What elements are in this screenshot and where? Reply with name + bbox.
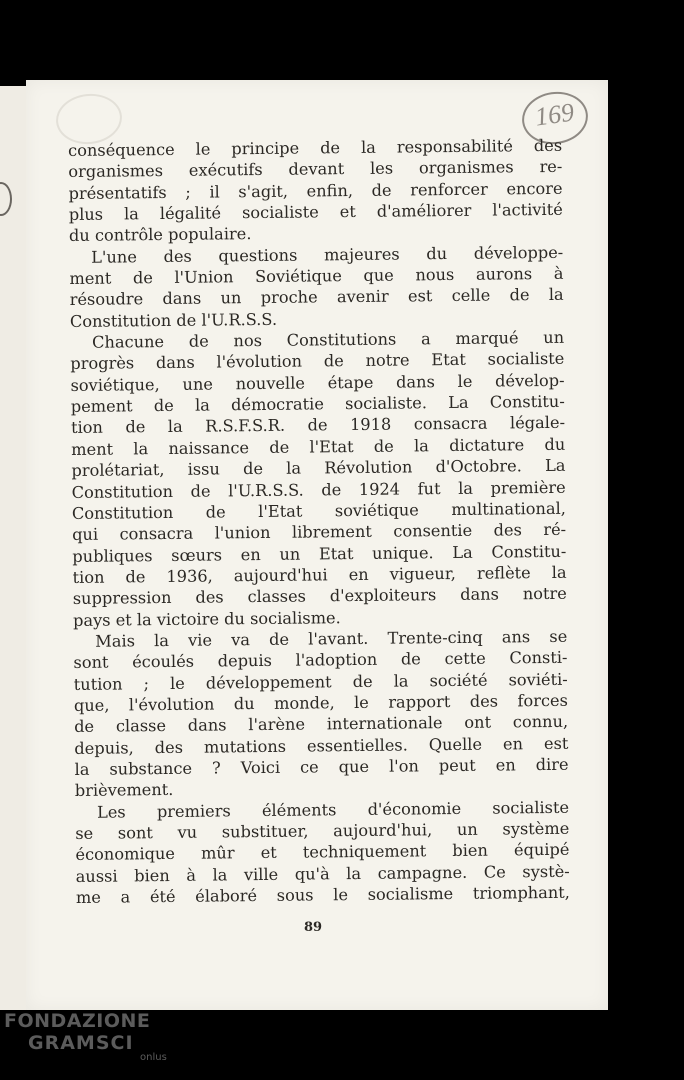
text-line: conséquence le principe de la responsabilité des bbox=[68, 135, 563, 160]
text-line: économique mûr et techniquement bien équipé bbox=[75, 840, 570, 865]
text-line: Constitution de l'U.R.S.S. bbox=[69, 309, 278, 331]
text-line: la substance ? Voici ce que l'on peut en dire bbox=[74, 754, 569, 779]
page-body-text bbox=[68, 135, 570, 909]
text-line: me a été élaboré sous le socialisme triomphant, bbox=[75, 882, 571, 907]
text-line: aussi bien à la ville qu'à la campagne. Ce systè- bbox=[75, 861, 570, 886]
text-line: se sont vu substituer, aujourd'hui, un système bbox=[75, 818, 570, 843]
text-line: ment la naissance de l'Etat de la dictature du bbox=[71, 434, 566, 459]
text-line: tution ; le développement de la société soviéti- bbox=[73, 669, 568, 694]
text-line: ment de l'Union Soviétique que nous aurons à bbox=[69, 263, 564, 289]
text-line: pays et la victoire du socialisme. bbox=[72, 607, 341, 630]
fondazione-gramsci-logo bbox=[4, 1010, 174, 1074]
logo-line-1: FONDAZIONE bbox=[4, 1010, 151, 1032]
text-line: présentatifs ; il s'agit, enfin, de renforcer encore bbox=[68, 178, 563, 203]
text-line: Chacune de nos Constitutions a marqué un bbox=[92, 327, 565, 352]
text-line: progrès dans l'évolution de notre Etat socialiste bbox=[70, 349, 565, 374]
text-line: qui consacra l'union librement consentie des ré- bbox=[72, 519, 567, 545]
logo-line-2: GRAMSCI bbox=[28, 1032, 134, 1054]
text-line: brièvement. bbox=[74, 780, 174, 801]
logo-line-3: onlus bbox=[140, 1052, 167, 1063]
text-line: L'une des questions majeures du développe- bbox=[91, 242, 564, 267]
text-line: résoudre dans un proche avenir est celle de la bbox=[69, 285, 564, 310]
text-line: pement de la démocratie socialiste. La Constitu- bbox=[70, 391, 565, 417]
text-line: organismes exécutifs devant les organismes re- bbox=[68, 157, 563, 182]
text-line: Constitution de l'Etat soviétique multinational, bbox=[71, 498, 566, 523]
text-line: publiques sœurs en un Etat unique. La Constitu- bbox=[72, 541, 567, 566]
text-line: Mais la vie va de l'avant. Trente-cinq ans se bbox=[95, 626, 568, 651]
page-folio-number: 89 bbox=[303, 920, 323, 935]
text-line: tion de la R.S.F.S.R. de 1918 consacra légale- bbox=[70, 413, 566, 438]
book-page bbox=[26, 80, 608, 1010]
text-line: prolétariat, issu de la Révolution d'Octobre. La bbox=[71, 455, 566, 481]
text-line: du contrôle populaire. bbox=[68, 224, 252, 246]
text-line: Constitution de l'U.R.S.S. de 1924 fut la première bbox=[71, 477, 566, 502]
text-line: tion de 1936, aujourd'hui en vigueur, reflète la bbox=[72, 562, 567, 587]
text-line: de classe dans l'arène internationale ont connu, bbox=[74, 712, 569, 737]
text-line: sont écoulés depuis l'adoption de cette Consti- bbox=[73, 648, 568, 673]
text-line: plus la légalité socialiste et d'améliorer l'activité bbox=[68, 199, 563, 225]
left-page-stamp-mark bbox=[0, 182, 12, 216]
stamp-page-number: 169 bbox=[533, 97, 576, 132]
text-line: soviétique, une nouvelle étape dans le dévelop- bbox=[70, 370, 565, 395]
text-line: depuis, des mutations essentielles. Quelle en est bbox=[74, 733, 569, 758]
text-line: Les premiers éléments d'économie socialiste bbox=[96, 797, 570, 822]
text-line: que, l'évolution du monde, le rapport des forces bbox=[73, 690, 568, 715]
text-line: suppression des classes d'exploiteurs dans notre bbox=[72, 584, 567, 609]
left-page-edge bbox=[0, 86, 27, 1010]
